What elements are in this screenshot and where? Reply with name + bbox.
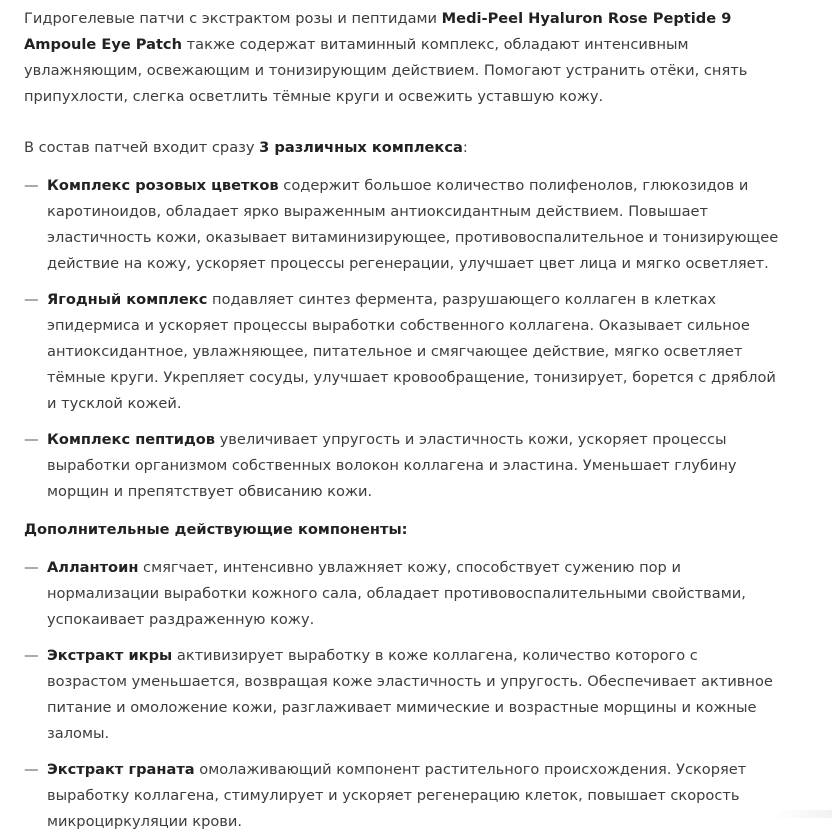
decorative-fade bbox=[772, 810, 832, 818]
list-item-title: Аллантоин bbox=[47, 559, 139, 576]
list-item-text: увеличивает упругость и эластичность кожи, ускоряет процессы выработки организмом собственных волокон коллагена и эластина. Уменьшает глубину морщин и препятствует обвисанию кожи. bbox=[47, 431, 737, 500]
intro-text-after: также содержат витаминный комплекс, обладают интенсивным увлажняющим, освежающим и тонизирующим действием. Помогают устранить отёки, снять припухлости, слегка осветлить тёмные круги и освежить уставшую кожу. bbox=[24, 36, 748, 105]
list-item-text: активизирует выработку в коже коллагена, количество которого с возрастом уменьшается, возвращая коже эластичность и упругость. Обеспечивает активное питание и омоложение кожи, разглаживает мимические и возрастные морщины и кожные заломы. bbox=[47, 647, 773, 742]
list-item-text: подавляет синтез фермента, разрушающего коллаген в клетках эпидермиса и ускоряет процессы выработки собственного коллагена. Оказывает сильное антиоксидантное, увлажняющее, питательное и смягчающее действие, мягко осветляет тёмные круги. Укрепляет сосуды, улучшает кровообращение, тонизирует, борется с дряблой и тусклой кожей. bbox=[47, 291, 776, 412]
intro-text-before: Гидрогелевые патчи с экстрактом розы и пептидами bbox=[24, 10, 442, 27]
dash-marker: — bbox=[24, 761, 39, 778]
list-item-caviar-extract bbox=[24, 643, 780, 747]
list-item-peptide-complex bbox=[24, 427, 780, 505]
list-item-title: Ягодный комплекс bbox=[47, 291, 208, 308]
intro-paragraph bbox=[24, 6, 780, 110]
dash-marker: — bbox=[24, 559, 39, 576]
complexes-lead-bold: 3 различных комплекса bbox=[259, 139, 463, 156]
dash-marker: — bbox=[24, 291, 39, 308]
dash-marker: — bbox=[24, 647, 39, 664]
additional-components-list bbox=[24, 555, 780, 835]
list-item-title: Экстракт граната bbox=[47, 761, 195, 778]
dash-marker: — bbox=[24, 177, 39, 194]
list-item-allantoin bbox=[24, 555, 780, 633]
list-item-text: смягчает, интенсивно увлажняет кожу, способствует сужению пор и нормализации выработки кожного сала, обладает противовоспалительными свойствами, успокаивает раздраженную кожу. bbox=[47, 559, 746, 628]
list-item-text: омолаживающий компонент растительного происхождения. Ускоряет выработку коллагена, стимулирует и ускоряет регенерацию клеток, повышает скорость микроциркуляции крови. bbox=[47, 761, 747, 830]
additional-components-heading: Дополнительные действующие компоненты: bbox=[24, 521, 408, 538]
list-item-berry-complex bbox=[24, 287, 780, 417]
dash-marker: — bbox=[24, 431, 39, 448]
list-item-title: Комплекс пептидов bbox=[47, 431, 215, 448]
list-item-title: Экстракт икры bbox=[47, 647, 173, 664]
complexes-lead-before: В состав патчей входит сразу bbox=[24, 139, 260, 156]
product-name: Medi-Peel Hyaluron Rose Peptide 9 Ampoule Eye Patch bbox=[24, 10, 732, 53]
list-item-text: содержит большое количество полифенолов, глюкозидов и каротиноидов, обладает ярко выраженным антиоксидантным действием. Повышает эластичность кожи, оказывает витаминизирующее, противовоспалительное и тонизирующее действие на кожу, ускоряет процессы регенерации, улучшает цвет лица и мягко осветляет. bbox=[47, 177, 779, 272]
complexes-list bbox=[24, 173, 780, 505]
complexes-lead-after: : bbox=[462, 139, 468, 156]
list-item-rose-complex bbox=[24, 173, 780, 277]
list-item-title: Комплекс розовых цветков bbox=[47, 177, 279, 194]
complexes-lead bbox=[24, 135, 780, 161]
list-item-pomegranate-extract bbox=[24, 757, 780, 835]
